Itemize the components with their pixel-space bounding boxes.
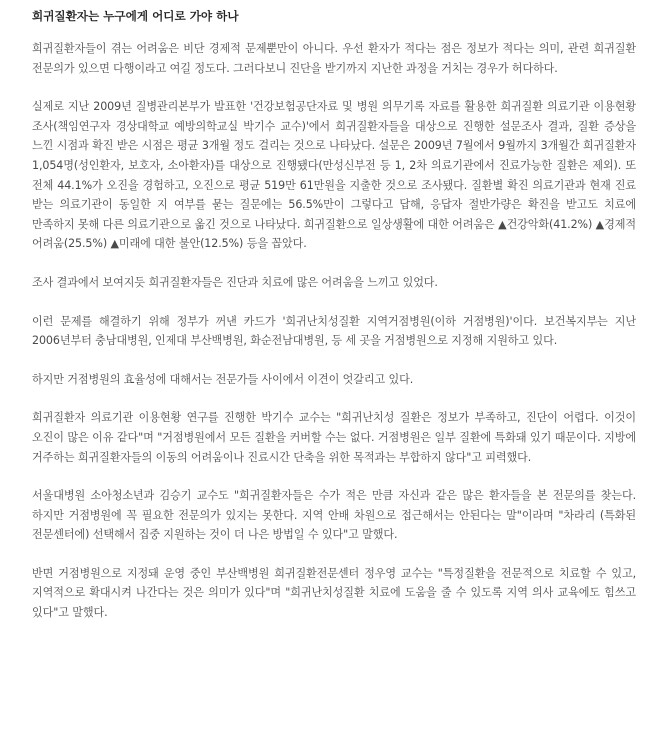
article-paragraph-8: 반면 거점병원으로 지정돼 운영 중인 부산백병원 희귀질환전문센터 정우영 교수는 "특정질환을 전문적으로 치료할 수 있고, 지역적으로 확대시켜 나간다는 것은 의미가 있다"며 "희귀난치성질환 치료에 도움을 줄 수 있도록 지역 의사 교육에도 힘쓰고 있다"고 말했다. — [32, 566, 636, 620]
article-paragraph-6: 희귀질환자 의료기관 이용현황 연구를 진행한 박기수 교수는 "희귀난치성 질환은 정보가 부족하고, 진단이 어렵다. 이것이 오진이 많은 이유 같다"며 "거점병원에서 모든 질환을 커버할 수는 없다. 거점병원은 일부 질환에 특화돼 있기 때문이다. 지방에 거주하는 희귀질환자들의 이동의 어려움이나 진료시간 단축을 위한 목적과는 부합하지 않다"고 피력했다. — [32, 411, 636, 464]
article-paragraph-5: 하지만 거점병원의 효율성에 대해서는 전문가들 사이에서 이견이 엇갈리고 있다. — [32, 372, 414, 386]
article-paragraph-4: 이런 문제를 해결하기 위해 정부가 꺼낸 카드가 '희귀난치성질환 지역거점병원(이하 거점병원)'이다. 보건복지부는 지난 2006년부터 충남대병원, 인제대 부산백병원, 화순전남대병원, 등 세 곳을 거점병원으로 지정해 지원하고 있다. — [32, 314, 636, 348]
article-paragraph-7: 서울대병원 소아청소년과 김승기 교수도 "희귀질환자들은 수가 적은 만큼 자신과 같은 많은 환자들을 본 전문의를 찾는다. 하지만 거점병원에 꼭 필요한 전문의가 있지는 못한다. 지역 안배 차원으로 접근해서는 안된다는 말"이라며 "차라리 (특화된 전문센터에) 선택해서 집중 지원하는 것이 더 나은 방법일 수 있다"고 말했다. — [32, 489, 636, 542]
article-title: 희귀질환자는 누구에게 어디로 가야 하나 — [32, 9, 239, 23]
article-paragraph-2: 실제로 지난 2009년 질병관리본부가 발표한 '건강보험공단자료 및 병원 의무기록 자료를 활용한 희귀질환 의료기관 이용현황 조사(책임연구자 경상대학교 예방의학교실 박기수 교수)'에서 희귀질환자들을 대상으로 진행한 설문조사 결과, 질환 증상을 느낀 시점과 확진 받은 시점은 평균 3개월 정도 걸리는 것으로 나타났다. 설문은 2009년 7월에서 9월까지 3개월간 희귀질환자 1,054명(성인환자, 보호자, 소아환자)를 대상으로 진행됐다(만성신부전 등 1, 2차 의료기관에서 진료가능한 질환은 제외). 또 전체 44.1%가 오진을 경험하고, 오진으로 평균 519만 61만원을 지출한 것으로 조사됐다. 질환별 확진 의료기관과 현재 진료 받는 의료기관이 동일한 지 여부를 묻는 질문에는 56.5%만이 그렇다고 답해, 응답자 절반가량은 확진을 받고도 치료에 만족하지 못해 다른 의료기관으로 옮긴 것으로 나타났다. 희귀질환으로 일상생활에 대한 어려움은 ▲건강악화(41.2%) ▲경제적 어려움(25.5%) ▲미래에 대한 불안(12.5%) 등을 꼽았다. — [32, 100, 636, 251]
article-paragraph-1: 희귀질환자들이 겪는 어려움은 비단 경제적 문제뿐만이 아니다. 우선 환자가 적다는 점은 정보가 적다는 의미, 관련 희귀질환 전문의가 있으면 다행이라고 여길 정도다. 그러다보니 진단을 받기까지 지난한 과정을 거치는 경우가 허다하다. — [32, 42, 636, 75]
article-paragraph-3: 조사 결과에서 보여지듯 희귀질환자들은 진단과 치료에 많은 어려움을 느끼고 있었다. — [32, 275, 438, 289]
